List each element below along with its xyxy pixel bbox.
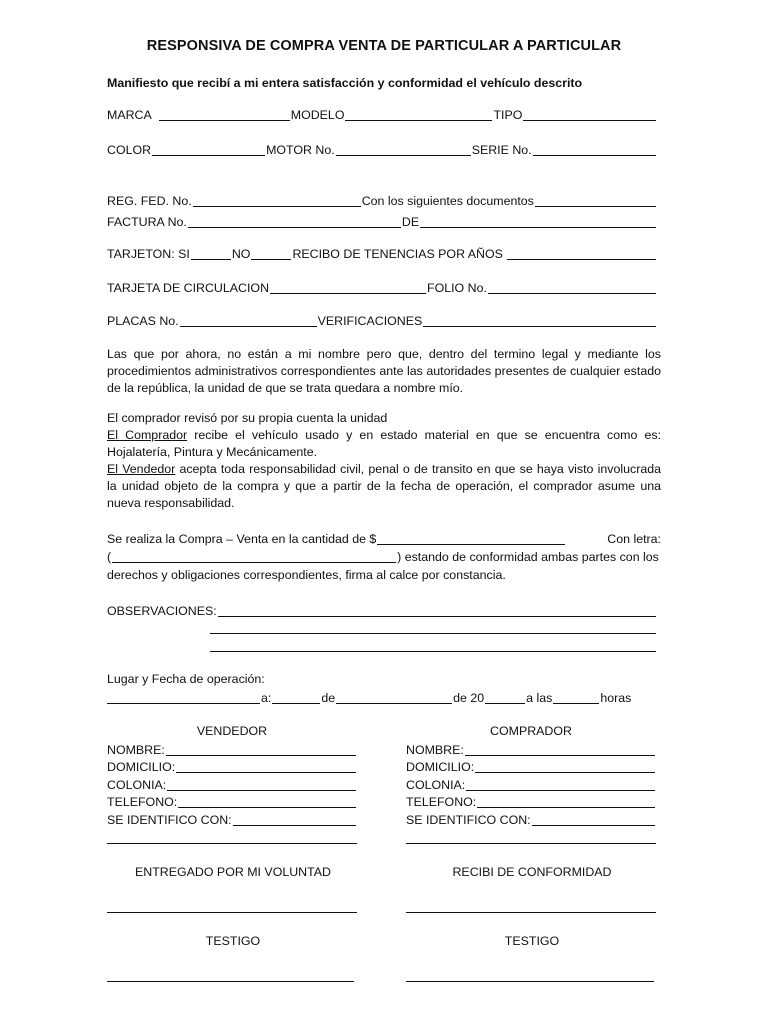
vendedor-text: acepta toda responsabilidad civil, penal o de transito en que se haya visto involucrada la unidad objeto de la compra y que a partir de la fecha de operación, el comprador asume una nueva responsabilidad. [107, 462, 662, 510]
label-reg-fed: REG. FED. No. [107, 194, 192, 208]
inspection-line: El comprador revisó por su propia cuenta la unidad [107, 411, 388, 425]
label-comprador-telefono: TELEFONO: [406, 795, 477, 810]
vendedor-telefono-row [107, 794, 357, 812]
field-hora[interactable] [553, 691, 599, 704]
field-tarjeton-no[interactable] [251, 247, 291, 260]
field-comprador-colonia[interactable] [466, 778, 655, 791]
row-color-motor-serie [107, 141, 657, 159]
vendedor-colonia-row [107, 776, 357, 794]
label-con-letra: Con letra: [607, 532, 661, 546]
label-tipo: TIPO [493, 108, 523, 122]
comprador-identifico-row [406, 811, 656, 829]
label-documentos: Con los siguientes documentos [361, 194, 534, 208]
row-fecha-operacion [107, 689, 659, 707]
vendedor-domicilio-row [107, 759, 357, 777]
label-de-20: de 20 [453, 691, 485, 705]
label-tarjeta: TARJETA DE CIRCULACION [107, 281, 270, 295]
row-sale-amount [107, 530, 661, 548]
field-comprador-domicilio[interactable] [475, 760, 655, 773]
field-placas[interactable] [180, 314, 317, 327]
label-observaciones: OBSERVACIONES: [107, 604, 217, 618]
vendedor-signature-line[interactable] [107, 912, 357, 913]
sale-closing-text: derechos y obligaciones correspondientes, firma al calce por constancia. [107, 568, 506, 582]
field-comprador-telefono[interactable] [477, 795, 655, 808]
field-tenencias[interactable] [507, 247, 656, 260]
row-reg-fed [107, 192, 657, 210]
field-amount[interactable] [377, 532, 565, 545]
field-mes[interactable] [336, 691, 452, 704]
vendedor-section [107, 723, 357, 829]
label-amount: Se realiza la Compra – Venta en la cantidad de $ [107, 532, 377, 546]
row-sale-letters [107, 548, 661, 566]
field-factura-de[interactable] [420, 215, 656, 228]
label-comprador-domicilio: DOMICILIO: [406, 760, 475, 775]
field-motor[interactable] [336, 143, 471, 156]
label-verificaciones: VERIFICACIONES [317, 314, 423, 328]
label-comprador-identifico: SE IDENTIFICO CON: [406, 812, 531, 827]
sale-closing [107, 567, 661, 584]
vendedor-label: El Vendedor [107, 462, 176, 476]
testigo-left-signature-line[interactable] [107, 981, 354, 982]
field-color[interactable] [152, 143, 265, 156]
field-lugar[interactable] [107, 691, 260, 704]
label-horas: horas [600, 691, 632, 705]
comprador-clause [107, 427, 661, 461]
field-vendedor-nombre[interactable] [166, 743, 356, 756]
row-factura [107, 213, 657, 231]
label-factura: FACTURA No. [107, 215, 187, 229]
legal-paragraph-text: Las que por ahora, no están a mi nombre pero que, dentro del termino legal y mediante los procedimientos administrativos correspondientes ante las autoridades presentes de cualquier estado de la república, la unidad de que se trata quedara a nombre mío. [107, 347, 661, 395]
field-comprador-nombre[interactable] [465, 743, 655, 756]
comprador-label: El Comprador [107, 428, 188, 442]
label-serie: SERIE No. [471, 143, 532, 157]
document-title: RESPONSIVA DE COMPRA VENTA DE PARTICULAR A PARTICULAR [146, 38, 622, 54]
inspection-paragraph [107, 410, 661, 512]
label-vendedor-colonia: COLONIA: [107, 777, 167, 792]
field-verificaciones[interactable] [423, 314, 656, 327]
field-vendedor-domicilio[interactable] [176, 760, 356, 773]
label-placas: PLACAS No. [107, 314, 179, 328]
field-dia[interactable] [272, 691, 320, 704]
row-marca-modelo-tipo [107, 106, 657, 124]
field-vendedor-identifico[interactable] [233, 813, 356, 826]
label-motor: MOTOR No. [266, 143, 335, 157]
label-de: DE [401, 215, 420, 229]
comprador-text: recibe el vehículo usado y en estado material en que se encuentra como es: Hojalatería, Pintura y Mecánicamente. [107, 428, 662, 459]
label-a-las: a las [526, 691, 553, 705]
label-modelo: MODELO [290, 108, 345, 122]
legal-paragraph [107, 346, 661, 397]
testigo-right-caption: TESTIGO [504, 934, 560, 948]
field-vendedor-extra[interactable] [107, 843, 357, 844]
field-tarjeton-si[interactable] [191, 247, 231, 260]
field-comprador-identifico[interactable] [532, 813, 655, 826]
field-folio[interactable] [488, 281, 656, 294]
field-vendedor-telefono[interactable] [178, 795, 356, 808]
field-tarjeta[interactable] [270, 281, 426, 294]
entregado-caption: ENTREGADO POR MI VOLUNTAD [135, 865, 331, 879]
label-vendedor-identifico: SE IDENTIFICO CON: [107, 812, 232, 827]
field-comprador-extra[interactable] [406, 843, 656, 844]
label-folio: FOLIO No. [427, 281, 487, 295]
label-tarjeton-si: TARJETON: SI [107, 247, 190, 261]
comprador-title: COMPRADOR [490, 724, 572, 738]
intro-statement: Manifiesto que recibí a mi entera satisfacción y conformidad el vehículo descrito [107, 76, 583, 90]
label-fecha-de: de [321, 691, 336, 705]
comprador-telefono-row [406, 794, 656, 812]
field-tipo[interactable] [523, 108, 656, 121]
field-amount-letters[interactable] [112, 550, 396, 563]
recibi-caption: RECIBI DE CONFORMIDAD [452, 865, 612, 879]
comprador-domicilio-row [406, 759, 656, 777]
comprador-colonia-row [406, 776, 656, 794]
label-marca: MARCA [107, 108, 152, 122]
label-a: a: [261, 691, 272, 705]
lugar-fecha-label [107, 671, 661, 688]
row-observaciones [107, 602, 657, 620]
field-modelo[interactable] [345, 108, 492, 121]
comprador-nombre-row [406, 741, 656, 759]
testigo-right-signature-line[interactable] [406, 981, 654, 982]
field-observaciones-3[interactable] [210, 651, 656, 652]
field-observaciones-1[interactable] [218, 604, 656, 617]
field-factura[interactable] [188, 215, 401, 228]
label-comprador-colonia: COLONIA: [406, 777, 466, 792]
vendedor-title: VENDEDOR [196, 724, 268, 738]
vendedor-identifico-row [107, 811, 357, 829]
label-comprador-nombre: NOMBRE: [406, 742, 464, 757]
field-marca[interactable] [159, 108, 290, 121]
field-reg-fed[interactable] [193, 194, 361, 207]
label-vendedor-domicilio: DOMICILIO: [107, 760, 176, 775]
label-tenencias: RECIBO DE TENENCIAS POR AÑOS [292, 247, 503, 261]
field-documentos[interactable] [535, 194, 656, 207]
row-placas [107, 312, 657, 330]
vendedor-nombre-row [107, 741, 357, 759]
vendedor-clause [107, 461, 661, 512]
field-anio[interactable] [485, 691, 525, 704]
comprador-section [406, 723, 656, 829]
row-tarjeton [107, 245, 657, 263]
sale-agreement-text: ) estando de conformidad ambas partes con los [397, 550, 659, 564]
field-vendedor-colonia[interactable] [167, 778, 356, 791]
testigo-left-caption: TESTIGO [205, 934, 261, 948]
label-color: COLOR [107, 143, 152, 157]
comprador-signature-line[interactable] [406, 912, 656, 913]
label-vendedor-telefono: TELEFONO: [107, 795, 178, 810]
label-vendedor-nombre: NOMBRE: [107, 742, 165, 757]
field-observaciones-2[interactable] [210, 633, 656, 634]
field-serie[interactable] [533, 143, 656, 156]
row-tarjeta-circulacion [107, 279, 657, 297]
label-tarjeton-no: NO [231, 247, 251, 261]
open-paren: ( [107, 550, 112, 564]
lugar-fecha-text: Lugar y Fecha de operación: [107, 672, 265, 686]
